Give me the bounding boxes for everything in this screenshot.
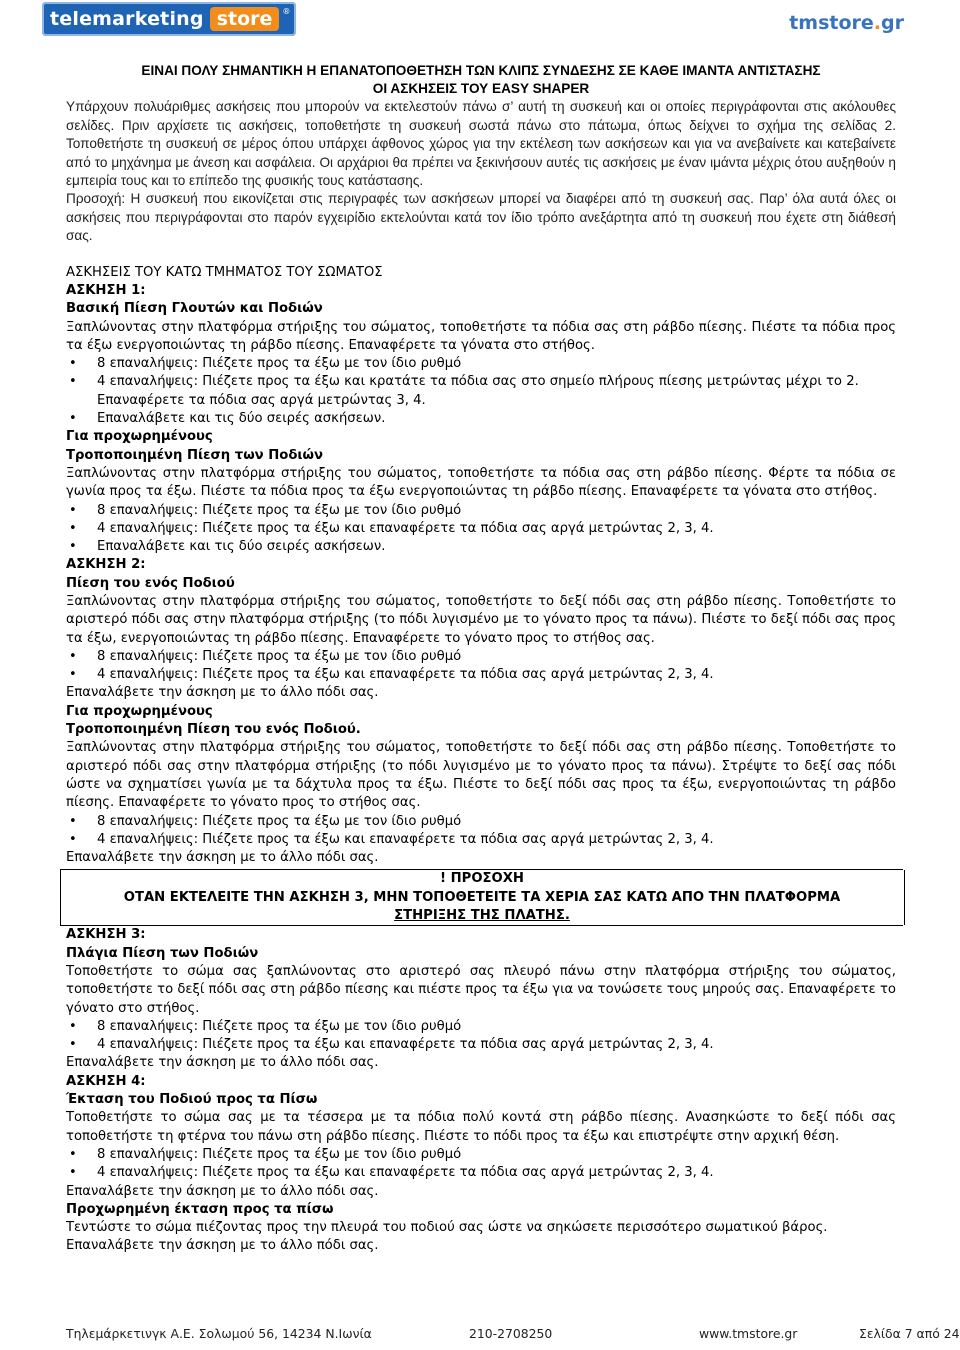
exercise-4-name: Έκταση του Ποδιού προς τα Πίσω (66, 1092, 318, 1108)
logo-store-text: store (210, 7, 280, 31)
list-item: • 4 επαναλήψεις: Πιέζετε προς τα έξω και επαναφέρετε τα πόδια σας αργά μετρώντας 2, 3, 4. (66, 666, 896, 684)
exercise-2-advanced-steps (66, 813, 896, 850)
page-header (0, 0, 960, 46)
exercise-1-advanced-description: Ξαπλώνοντας στην πλατφόρμα στήριξης του σώματος, τοποθετήστε τα πόδια σας στη ράβδο πίεσης. Φέρτε τα πόδια σε γωνία προς τα έξω. Πιέστε τα πόδια προς τα έξω ενεργοποιώντας τη ράβδο πίεσης. Επαναφέρετε τα γόνατα στο στήθος. (66, 465, 896, 500)
list-item: • 4 επαναλήψεις: Πιέζετε προς τα έξω και επαναφέρετε τα πόδια σας αργά μετρώντας 2, 3, 4. (66, 831, 896, 849)
list-item: • 8 επαναλήψεις: Πιέζετε προς τα έξω με τον ίδιο ρυθμό (66, 502, 896, 520)
footer-phone: 210-2708250 (469, 1326, 553, 1341)
warning-box (60, 869, 903, 926)
intro-title-1: ΕΙΝΑΙ ΠΟΛΥ ΣΗΜΑΝΤΙΚΗ Η ΕΠΑΝΑΤΟΠΟΘΕΤΗΣΗ ΤΩΝ ΚΛΙΠΣ ΣΥΝΔΕΣΗΣ ΣΕ ΚΑΘΕ ΙΜΑΝΤΑ ΑΝΤΙΣΤΑΣΗΣ (141, 63, 821, 78)
site-name-main: tmstore (789, 12, 874, 34)
exercise-3-repeat-note: Επαναλάβετε την άσκηση με το άλλο πόδι σας. (66, 1055, 379, 1071)
page-footer (66, 1326, 960, 1346)
list-item: • 8 επαναλήψεις: Πιέζετε προς τα έξω με τον ίδιο ρυθμό (66, 1146, 896, 1164)
exercise-1-name: Βασική Πίεση Γλουτών και Ποδιών (66, 301, 323, 317)
exercise-3-name: Πλάγια Πίεση των Ποδιών (66, 945, 259, 961)
warning-text: ΟΤΑΝ ΕΚΤΕΛΕΙΤΕ ΤΗΝ ΑΣΚΗΣΗ 3, ΜΗΝ ΤΟΠΟΘΕΤΕΙΤΕ ΤΑ ΧΕΡΙΑ ΣΑΣ ΚΑΤΩ ΑΠΟ ΤΗΝ ΠΛΑΤΦΟΡΜΑ (123, 889, 841, 905)
exercise-1-advanced-heading: Για προχωρημένους (66, 429, 213, 445)
exercise-3-steps (66, 1018, 896, 1055)
logo-main-text: telemarketing (50, 8, 204, 30)
exercise-4-label: ΑΣΚΗΣΗ 4: (66, 1073, 146, 1089)
exercise-3-label: ΑΣΚΗΣΗ 3: (66, 927, 146, 943)
exercise-4-steps (66, 1146, 896, 1183)
warning-heading: ! ΠΡΟΣΟΧΗ (440, 871, 524, 887)
footer-website: www.tmstore.gr (699, 1326, 798, 1341)
warning-text-end: ΣΤΗΡΙΞΗΣ ΤΗΣ ΠΛΑΤΗΣ. (394, 908, 570, 924)
exercise-3-description: Τοποθετήστε το σώμα σας ξαπλώνοντας στο αριστερό σας πλευρό πάνω στην πλατφόρμα στήριξης του σώματος, τοποθετήστε το δεξί πόδι σας στη ράβδο πίεσης και πιέστε προς τα έξω για να τονώσετε τους μηρούς σας. Επαναφέρετε το γόνατο στο στήθος. (66, 963, 896, 1016)
list-item: • 8 επαναλήψεις: Πιέζετε προς τα έξω με τον ίδιο ρυθμό (66, 648, 896, 666)
list-item: • Επαναλάβετε και τις δύο σειρές ασκήσεων. (66, 538, 896, 556)
intro-title-2: ΟΙ ΑΣΚΗΣΕΙΣ ΤΟΥ EASY SHAPER (372, 81, 590, 97)
exercise-2-advanced-repeat-note: Επαναλάβετε την άσκηση με το άλλο πόδι σας. (66, 850, 379, 866)
exercise-2-advanced-name: Τροποποιημένη Πίεση του ενός Ποδιού. (66, 722, 361, 738)
exercise-2-advanced-heading: Για προχωρημένους (66, 703, 213, 719)
list-item: • 4 επαναλήψεις: Πιέζετε προς τα έξω και κρατάτε τα πόδια σας στο σημείο πλήρους πίεσης μετρώντας μέχρι το 2. Επαναφέρετε τα πόδια σας αργά μετρώντας 3, 4. (66, 373, 896, 410)
exercise-4-advanced-description: Τεντώστε το σώμα πιέζοντας προς την πλευρά του ποδιού σας ώστε να σηκώσετε περισσότερο σωματικού βάρος. (66, 1220, 828, 1236)
exercise-2-label: ΑΣΚΗΣΗ 2: (66, 557, 146, 573)
list-item: • 4 επαναλήψεις: Πιέζετε προς τα έξω και επαναφέρετε τα πόδια σας αργά μετρώντας 2, 3, 4. (66, 520, 896, 538)
exercise-1-label: ΑΣΚΗΣΗ 1: (66, 282, 146, 298)
exercise-2-repeat-note: Επαναλάβετε την άσκηση με το άλλο πόδι σας. (66, 685, 379, 701)
list-item: • 4 επαναλήψεις: Πιέζετε προς τα έξω και επαναφέρετε τα πόδια σας αργά μετρώντας 2, 3, 4. (66, 1036, 896, 1054)
exercise-2-description: Ξαπλώνοντας στην πλατφόρμα στήριξης του σώματος, τοποθετήστε το δεξί πόδι σας στη ράβδο πίεσης. Τοποθετήστε το αριστερό πόδι σας στην πλατφόρμα στήριξης (το πόδι λυγισμένο με το γόνατο προς τα πάνω). Πιέστε το δεξί πόδι σας προς τα έξω, ενεργοποιώντας τη ράβδο πίεσης. Επαναφέρετε το γόνατο προς το στήθος σας. (66, 594, 896, 646)
exercise-4-advanced-name: Προχωρημένη έκταση προς τα πίσω (66, 1201, 334, 1217)
site-name-dot: . (873, 12, 882, 34)
list-item: • 4 επαναλήψεις: Πιέζετε προς τα έξω και επαναφέρετε τα πόδια σας αργά μετρώντας 2, 3, 4. (66, 1164, 896, 1182)
exercise-2-advanced-description: Ξαπλώνοντας στην πλατφόρμα στήριξης του σώματος, τοποθετήστε το δεξί πόδι σας στη ράβδο πίεσης. Τοποθετήστε το αριστερό πόδι σας στην πλατφόρμα στήριξης (το πόδι λυγισμένο με το γόνατο προς τα πάνω). Στρέψτε το δεξί σας πόδι ώστε να σχηματίσει γωνία με τα δάχτυλα προς τα έξω. Πιέστε το δεξί πόδι σας προς τα έξω, ενεργοποιώντας τη ράβδο πίεσης. Επαναφέρετε το γόνατο προς το στήθος σας. (66, 740, 896, 811)
site-name-tld: gr (881, 12, 904, 34)
section-title: ΑΣΚΗΣΕΙΣ ΤΟΥ ΚΑΤΩ ΤΜΗΜΑΤΟΣ ΤΟΥ ΣΩΜΑΤΟΣ (66, 264, 383, 280)
exercise-4-description: Τοποθετήστε το σώμα σας με τα τέσσερα με τα πόδια πολύ κοντά στη ράβδο πίεσης. Ανασηκώστε το δεξί πόδι σας τοποθετήστε τη φτέρνα του πάνω στη ράβδο πίεσης. Πιέστε το πόδι προς τα έξω και επιστρέψτε στην αρχική θέση. (66, 1110, 896, 1144)
exercise-1-advanced-name: Τροποποιημένη Πίεση των Ποδιών (66, 447, 323, 463)
exercise-1-steps (66, 355, 896, 428)
list-item: • 8 επαναλήψεις: Πιέζετε προς τα έξω με τον ίδιο ρυθμό (66, 355, 896, 373)
list-item: • 8 επαναλήψεις: Πιέζετε προς τα έξω με τον ίδιο ρυθμό (66, 1018, 896, 1036)
list-item: • 8 επαναλήψεις: Πιέζετε προς τα έξω με τον ίδιο ρυθμό (66, 813, 896, 831)
intro-warning-paragraph: Προσοχή: Η συσκευή που εικονίζεται στις περιγραφές των ασκήσεων μπορεί να διαφέρει από τη συσκευή σας. Παρ’ όλα αυτά όλες οι ασκήσεις που περιγράφονται στο παρόν εγχειρίδιο εκτελούνται κατά τον ίδιο τρόπο ανεξάρτητα από τη συσκευή που έχετε στη διάθεσή σας. (66, 191, 896, 244)
exercise-4-advanced-repeat-note: Επαναλάβετε την άσκηση με το άλλο πόδι σας. (66, 1238, 379, 1254)
exercise-2-name: Πίεση του ενός Ποδιού (66, 575, 235, 591)
exercise-2-steps (66, 648, 896, 685)
footer-page-number: Σελίδα 7 από 24 (859, 1326, 960, 1341)
site-name (789, 12, 904, 34)
exercise-4-repeat-note: Επαναλάβετε την άσκηση με το άλλο πόδι σας. (66, 1183, 379, 1199)
telemarketing-store-logo (42, 2, 296, 36)
intro-paragraph: Υπάρχουν πολυάριθμες ασκήσεις που μπορούν να εκτελεστούν πάνω σ’ αυτή τη συσκευή και οι οποίες περιγράφονται στις ακόλουθες σελίδες. Πριν αρχίσετε τις ασκήσεις, τοποθετήστε τη συσκευή σωστά πάνω στο πάτωμα, όπως δείχνει το σχήμα της σελίδας 2. Τοποθετήστε τη συσκευή σε μέρος όπου υπάρχει άφθονος χώρος για την εκτέλεση των ασκήσεων και για να ανεβαίνετε και κατεβαίνετε από το μηχάνημα με άνεση και ασφάλεια. Οι αρχάριοι θα πρέπει να ξεκινήσουν αυτές τις ασκήσεις με έναν ιμάντα μέχρις ότου αυξηθούν η εμπειρία τους και το επίπεδο της φυσικής τους κατάστασης. (66, 99, 896, 189)
footer-company-address: Τηλεμάρκετινγκ Α.Ε. Σολωμού 56, 14234 Ν.Ιωνία (66, 1326, 372, 1341)
list-item: • Επαναλάβετε και τις δύο σειρές ασκήσεων. (66, 410, 896, 428)
exercise-1-advanced-steps (66, 502, 896, 557)
page-content (66, 62, 896, 1256)
exercise-1-description: Ξαπλώνοντας στην πλατφόρμα στήριξης του σώματος, τοποθετήστε τα πόδια σας στη ράβδο πίεσης. Πιέστε τα πόδια προς τα έξω ενεργοποιώντας τη ράβδο πίεσης. Επαναφέρετε τα γόνατα στο στήθος. (66, 319, 896, 353)
logo-registered-mark: ® (282, 7, 291, 16)
